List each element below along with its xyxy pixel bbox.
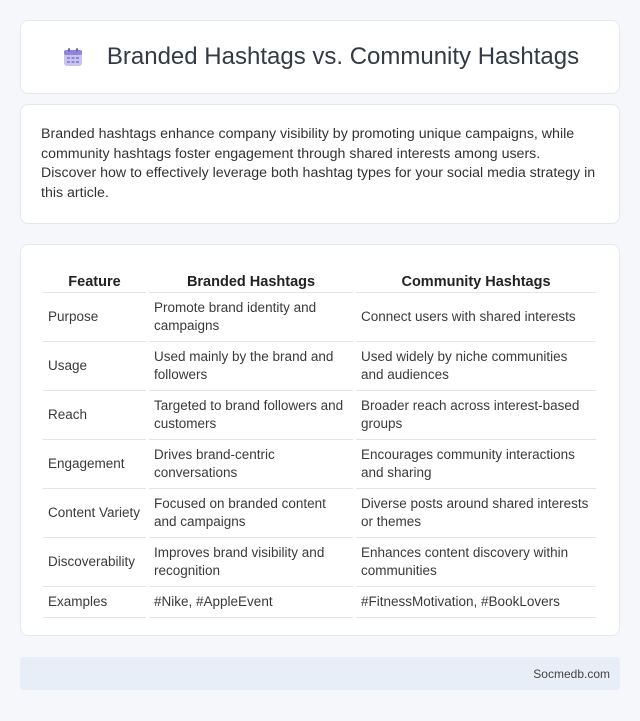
title-card xyxy=(20,20,620,94)
community-cell: #FitnessMotivation, #BookLovers xyxy=(356,587,596,618)
footer xyxy=(20,657,620,690)
feature-cell: Purpose xyxy=(43,293,146,342)
header-branded: Branded Hashtags xyxy=(149,265,353,293)
table-header-row xyxy=(43,265,596,293)
header-community: Community Hashtags xyxy=(356,265,596,293)
table-row xyxy=(43,293,596,342)
page-title: Branded Hashtags vs. Community Hashtags xyxy=(106,43,580,70)
community-cell: Diverse posts around shared interests or themes xyxy=(356,489,596,538)
feature-cell: Engagement xyxy=(43,440,146,489)
intro-text: Branded hashtags enhance company visibility by promoting unique campaigns, while community hashtags foster engagement through shared interests among users. Discover how to effectively leverage both hashtag types for your social media strategy in this article. xyxy=(41,126,596,201)
branded-cell: Focused on branded content and campaigns xyxy=(149,489,353,538)
comparison-table xyxy=(40,265,599,618)
feature-cell: Usage xyxy=(43,342,146,391)
branded-cell: Improves brand visibility and recognition xyxy=(149,538,353,587)
community-cell: Enhances content discovery within communities xyxy=(356,538,596,587)
table-row xyxy=(43,538,596,587)
feature-cell: Examples xyxy=(43,587,146,618)
calendar-icon xyxy=(61,45,85,69)
community-cell: Used widely by niche communities and audiences xyxy=(356,342,596,391)
feature-cell: Reach xyxy=(43,391,146,440)
branded-cell: Drives brand-centric conversations xyxy=(149,440,353,489)
branded-cell: Promote brand identity and campaigns xyxy=(149,293,353,342)
header-feature: Feature xyxy=(43,265,146,293)
branded-cell: Used mainly by the brand and followers xyxy=(149,342,353,391)
footer-site-label: Socmedb.com xyxy=(533,666,610,681)
community-cell: Encourages community interactions and sharing xyxy=(356,440,596,489)
community-cell: Connect users with shared interests xyxy=(356,293,596,342)
feature-cell: Content Variety xyxy=(43,489,146,538)
comparison-card xyxy=(20,244,620,636)
table-row xyxy=(43,391,596,440)
feature-cell: Discoverability xyxy=(43,538,146,587)
table-row xyxy=(43,489,596,538)
branded-cell: Targeted to brand followers and customers xyxy=(149,391,353,440)
intro-card xyxy=(20,104,620,224)
table-row xyxy=(43,587,596,618)
table-row xyxy=(43,342,596,391)
branded-cell: #Nike, #AppleEvent xyxy=(149,587,353,618)
community-cell: Broader reach across interest-based groups xyxy=(356,391,596,440)
table-row xyxy=(43,440,596,489)
